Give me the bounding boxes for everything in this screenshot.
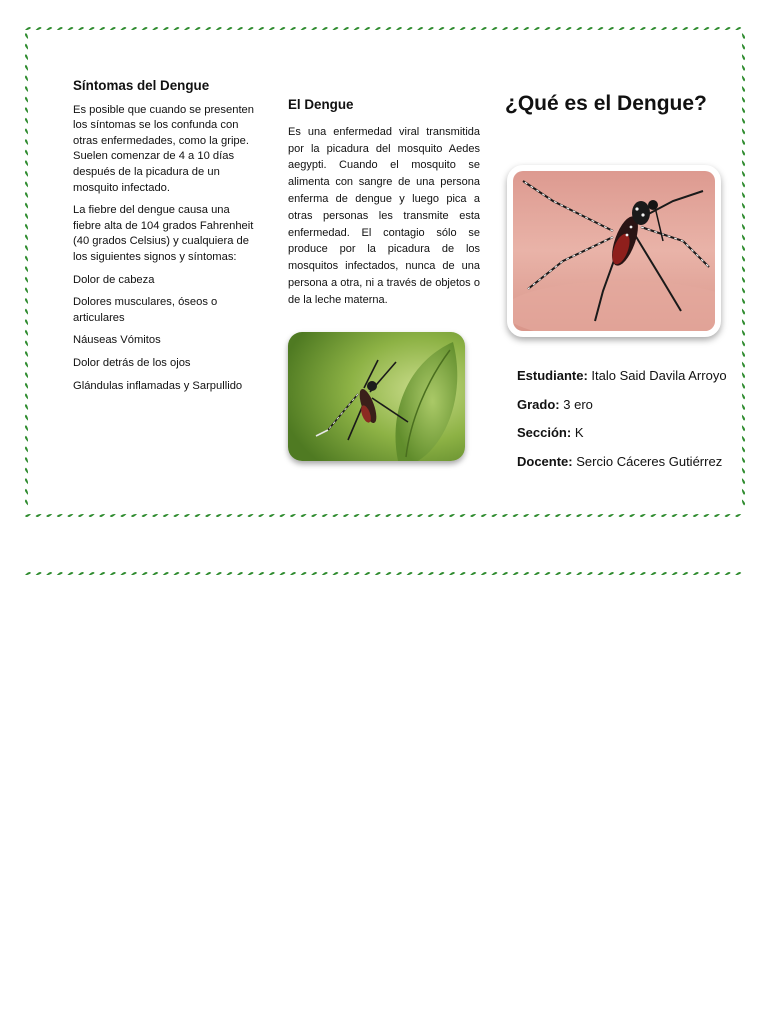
grade-label: Grado: — [517, 397, 560, 412]
dengue-heading: El Dengue — [288, 97, 354, 112]
grade-value: 3 ero — [563, 397, 593, 412]
student-name: Italo Said Davila Arroyo — [591, 368, 727, 383]
symptoms-paragraph: La fiebre del dengue causa una fiebre alta de 104 grados Fahrenheit (40 grados Celsius) y cualquiera de los siguientes signos y síntomas: — [73, 204, 254, 263]
cover-column — [505, 92, 730, 116]
mosquito-on-skin-photo — [507, 165, 721, 337]
teacher-label: Docente: — [517, 454, 573, 469]
student-line — [517, 368, 747, 383]
symptom-item: Dolores musculares, óseos o articulares — [73, 296, 218, 324]
cover-title: ¿Qué es el Dengue? — [505, 92, 707, 115]
symptom-item: Glándulas inflamadas y Sarpullido — [73, 379, 243, 392]
dengue-paragraph: Es una enfermedad viral transmitida por la picadura del mosquito Aedes aegypti. Cuando el mosquito se alimenta con sangre de una persona enferma de dengue y luego pica a otras personas les transmite esta enfermedad. El contagio sólo se produce por la picadura de los mosquitos infectados, nunca de una persona a otra, ni a través de objetos o de la leche materna. — [288, 125, 480, 306]
symptoms-column — [73, 78, 259, 401]
section-label: Sección: — [517, 425, 572, 440]
symptoms-paragraph: Es posible que cuando se presenten los síntomas se los confunda con otras enfermedades, como la gripe. Suelen comenzar de 4 a 10 días después de la picadura de un mosquito infectado. — [73, 103, 254, 194]
teacher-name: Sercio Cáceres Gutiérrez — [576, 454, 723, 469]
section-line — [517, 425, 747, 440]
teacher-line — [517, 454, 747, 469]
symptoms-heading: Síntomas del Dengue — [73, 78, 210, 93]
vine-border-icon — [22, 566, 748, 582]
student-label: Estudiante: — [517, 368, 588, 383]
grade-line — [517, 397, 747, 412]
mosquito-on-leaf-photo — [288, 332, 465, 461]
symptom-item: Dolor detrás de los ojos — [73, 356, 191, 369]
symptom-item: Dolor de cabeza — [73, 273, 155, 286]
section-value: K — [574, 425, 584, 440]
symptom-item: Náuseas Vómitos — [73, 334, 161, 347]
dengue-column — [288, 97, 480, 309]
